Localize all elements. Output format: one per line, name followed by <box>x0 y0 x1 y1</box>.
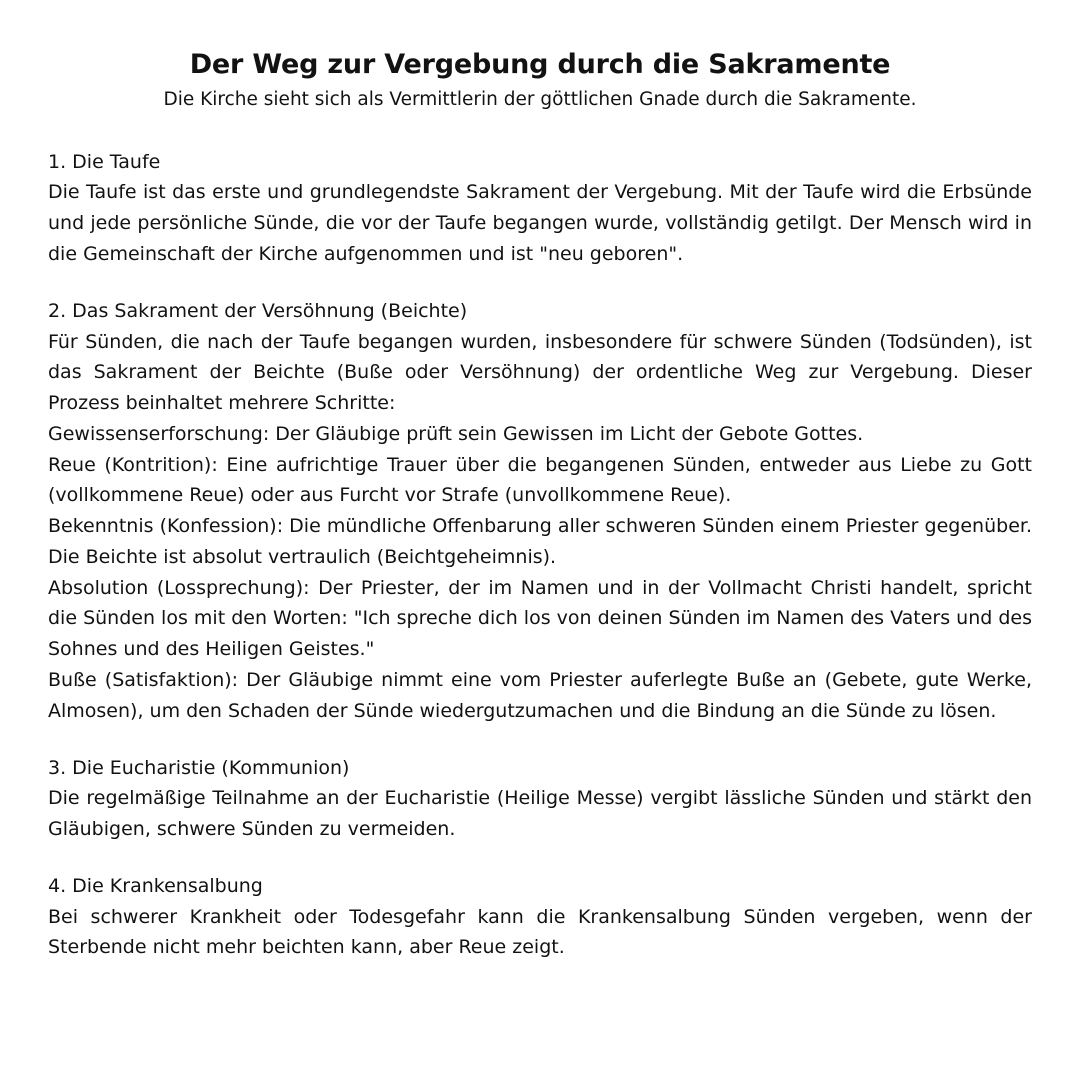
section-heading: 1. Die Taufe <box>48 150 161 173</box>
section-paragraph: Buße (Satisfaktion): Der Gläubige nimmt eine vom Priester auferlegte Buße an (Gebete, gute Werke, Almosen), um den Schaden der Sünde wiedergutzumachen und die Bindung an die Sünde zu lösen. <box>48 668 1032 722</box>
section-paragraph: Die Taufe ist das erste und grundlegendste Sakrament der Vergebung. Mit der Taufe wird die Erbsünde und jede persönliche Sünde, die vor der Taufe begangen wurde, vollständig getilgt. Der Mensch wird in die Gemeinschaft der Kirche aufgenommen und ist "neu geboren". <box>48 181 1032 266</box>
section-paragraph: Reue (Kontrition): Eine aufrichtige Trauer über die begangenen Sünden, entweder aus Liebe zu Gott (vollkommene Reue) oder aus Furcht vor Strafe (unvollkommene Reue). <box>48 453 1032 507</box>
section-heading: 3. Die Eucharistie (Kommunion) <box>48 756 350 779</box>
section-paragraph: Für Sünden, die nach der Taufe begangen wurden, insbesondere für schwere Sünden (Todsünden), ist das Sakrament der Beichte (Buße oder Versöhnung) der ordentliche Weg zur Vergebung. Dieser Prozess beinhaltet mehrere Schritte: <box>48 330 1032 415</box>
section-taufe <box>48 147 1032 270</box>
section-versoehnung <box>48 296 1032 727</box>
page-subtitle: Die Kirche sieht sich als Vermittlerin der göttlichen Gnade durch die Sakramente. <box>163 88 917 110</box>
section-paragraph: Absolution (Lossprechung): Der Priester, der im Namen und in der Vollmacht Christi handelt, spricht die Sünden los mit den Worten: "Ich spreche dich los von deinen Sünden im Namen des Vaters und des Sohnes und des Heiligen Geistes." <box>48 576 1032 661</box>
section-paragraph: Bekenntnis (Konfession): Die mündliche Offenbarung aller schweren Sünden einem Priester gegenüber. Die Beichte ist absolut vertraulich (Beichtgeheimnis). <box>48 515 1032 568</box>
section-eucharistie <box>48 753 1032 845</box>
page-title: Der Weg zur Vergebung durch die Sakramente <box>189 49 891 80</box>
section-paragraph: Die regelmäßige Teilnahme an der Eucharistie (Heilige Messe) vergibt lässliche Sünden und stärkt den Gläubigen, schwere Sünden zu vermeiden. <box>48 787 1032 841</box>
section-heading: 2. Das Sakrament der Versöhnung (Beichte) <box>48 299 468 322</box>
section-paragraph: Bei schwerer Krankheit oder Todesgefahr kann die Krankensalbung Sünden vergeben, wenn der Sterbende nicht mehr beichten kann, aber Reue zeigt. <box>48 905 1032 959</box>
section-paragraph: Gewissenserforschung: Der Gläubige prüft sein Gewissen im Licht der Gebote Gottes. <box>48 422 864 445</box>
section-heading: 4. Die Krankensalbung <box>48 874 263 897</box>
section-krankensalbung <box>48 871 1032 963</box>
